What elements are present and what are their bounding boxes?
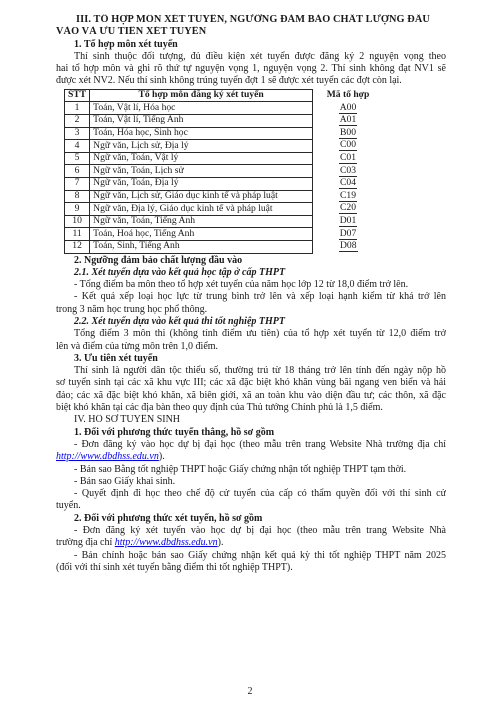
cell-stt: 4 (65, 140, 90, 153)
cell-stt: 2 (65, 114, 90, 127)
website-link[interactable]: http://www.dbdhss.edu.vn (114, 537, 218, 549)
subsection-3-title: 3. Ưu tiên xét tuyển (74, 352, 158, 364)
section-3-title-line-2: VÀO VÀ ƯU TIÊN XÉT TUYỂN (56, 26, 207, 38)
cell-stt: 6 (65, 165, 90, 178)
section-4-title: IV. HỒ SƠ TUYỂN SINH (74, 414, 181, 426)
cell-code (313, 140, 384, 153)
cell-code (313, 203, 384, 216)
table-body (65, 102, 384, 253)
page-number: 2 (247, 686, 253, 697)
code-value: A00 (339, 101, 357, 113)
code-value: C19 (340, 189, 356, 201)
link-prefix: trường địa chỉ (56, 537, 115, 549)
code-value: D08 (339, 240, 357, 252)
paragraph-line: Thí sinh thuộc đối tượng, đủ điều kiện xét tuyển được đăng ký 2 nguyện vọng theo (74, 50, 446, 62)
paragraph-line: - Đơn đăng ký xét tuyển vào học dự bị đại học (theo mẫu trên trang Website Nhà (74, 525, 446, 537)
cell-code (313, 190, 384, 203)
cell-combination: Ngữ văn, Toán, Tiếng Anh (90, 215, 313, 228)
cell-stt: 12 (65, 240, 90, 253)
table-row (65, 102, 384, 115)
paragraph-line: trong 3 năm học trung học phổ thông. (56, 303, 208, 315)
link-suffix: ). (217, 537, 224, 549)
cell-stt: 11 (65, 228, 90, 241)
paragraph-line: Tổng điểm 3 môn thi (không tính điểm ưu tiên) của tổ hợp xét tuyển từ 12,0 điểm trở (74, 328, 446, 340)
table-row (65, 127, 384, 140)
cell-code (313, 177, 384, 190)
cell-stt: 3 (65, 127, 90, 140)
cell-combination: Ngữ văn, Lịch sử, Địa lý (90, 140, 313, 153)
combination-table (64, 89, 384, 254)
table-row (65, 140, 384, 153)
cell-stt: 8 (65, 190, 90, 203)
code-value: D07 (339, 227, 357, 239)
code-value: C04 (340, 177, 356, 189)
paragraph-line-with-link (56, 451, 446, 463)
table-row (65, 215, 384, 228)
paragraph-line: biệt khó khăn tại các địa bàn theo quy định của Thủ tướng Chính phủ là 1,5 điểm. (56, 402, 383, 414)
code-value: C00 (340, 139, 356, 151)
subsection-2-2-title: 2.2. Xét tuyển dựa vào kết quả thi tốt nghiệp THPT (74, 315, 285, 327)
cell-combination: Ngữ văn, Toán, Địa lý (90, 177, 313, 190)
paragraph-line: (đối với thí sinh xét tuyển bằng điểm thi tốt nghiệp THPT). (56, 561, 293, 573)
paragraph-line: tuyển. (56, 500, 81, 512)
cell-combination: Toán, Hoá học, Tiếng Anh (90, 228, 313, 241)
cell-combination: Toán, Sinh, Tiếng Anh (90, 240, 313, 253)
website-link[interactable]: http://www.dbdhss.edu.vn (56, 451, 159, 463)
table-row (65, 240, 384, 253)
paragraph-line: đảo; các xã đặc biệt khó khăn, xã biên giới, xã an toàn khu vào diện đầu tư; các thôn, xã đặc (56, 389, 446, 401)
cell-code (313, 165, 384, 178)
table-row (65, 165, 384, 178)
cell-stt: 1 (65, 102, 90, 115)
section-4-sub-2-title: 2. Đối với phương thức xét tuyển, hồ sơ gồm (74, 512, 263, 524)
subsection-1-title: 1. Tổ hợp môn xét tuyển (74, 38, 178, 50)
subsection-2-title: 2. Ngưỡng đảm bảo chất lượng đầu vào (74, 254, 243, 266)
cell-combination: Ngữ văn, Toán, Lịch sử (90, 165, 313, 178)
header-stt: STT (65, 89, 90, 102)
cell-code (313, 240, 384, 253)
cell-stt: 7 (65, 177, 90, 190)
section-3-title-line-1: III. TỔ HỢP MÔN XÉT TUYỂN, NGƯỠNG ĐẢM BẢO CHẤT LƯỢNG ĐẦU (76, 14, 430, 25)
cell-stt: 9 (65, 203, 90, 216)
cell-code (313, 127, 384, 140)
paragraph-line: lên và điểm của từng môn trên 1,0 điểm. (56, 340, 219, 352)
cell-combination: Ngữ văn, Toán, Vật lý (90, 152, 313, 165)
table-row (65, 114, 384, 127)
table-row (65, 228, 384, 241)
link-suffix: ). (158, 451, 165, 463)
cell-stt: 5 (65, 152, 90, 165)
code-value: C20 (340, 202, 356, 214)
cell-code (313, 114, 384, 127)
paragraph-line: - Bản sao Giấy khai sinh. (74, 475, 176, 487)
code-value: C03 (340, 164, 356, 176)
table-row (65, 177, 384, 190)
paragraph-line: - Kết quả xếp loại học lực từ trung bình trở lên và xếp loại hạnh kiểm từ khá trở lên (74, 291, 446, 303)
cell-code (313, 215, 384, 228)
cell-stt: 10 (65, 215, 90, 228)
paragraph-line: hai tổ hợp môn và ghi rõ thứ tự nguyện vọng 1, nguyện vọng 2. Thí sinh không đạt NV1 sẽ (56, 63, 446, 75)
code-value: A01 (339, 114, 357, 126)
paragraph-line: - Đơn đăng ký vào học dự bị đại học (theo mẫu trên trang Website Nhà trường địa chỉ (74, 438, 446, 450)
header-code: Mã tổ hợp (326, 89, 370, 101)
subsection-2-1-title: 2.1. Xét tuyển dựa vào kết quả học tập ở cấp THPT (74, 266, 286, 278)
cell-code (313, 152, 384, 165)
paragraph-line: được xét NV2. Nếu thí sinh không trúng tuyển đợt 1 sẽ được xét tuyển các đợt còn lại. (56, 75, 402, 87)
table-header-row (65, 89, 384, 102)
code-value: C01 (340, 152, 356, 164)
paragraph-line: - Bản chính hoặc bản sao Giấy chứng nhận kết quả kỳ thi tốt nghiệp THPT năm 2025 (74, 549, 446, 561)
cell-combination: Toán, Hóa học, Sinh học (90, 127, 313, 140)
paragraph-line: sơ tuyển sinh tại các xã khu vực III; các xã đặc biệt khó khăn vùng bãi ngang ven biển và hải (56, 377, 446, 389)
header-combination: Tổ hợp môn đăng ký xét tuyển (90, 89, 313, 102)
code-value: B00 (340, 126, 356, 138)
cell-code (313, 102, 384, 115)
section-4-sub-1-title: 1. Đối với phương thức tuyển thẳng, hồ sơ gồm (74, 426, 275, 438)
cell-combination: Toán, Vật lí, Hóa học (90, 102, 313, 115)
section-3-title (56, 14, 446, 39)
table-row (65, 203, 384, 216)
code-value: D01 (339, 215, 357, 227)
cell-combination: Ngữ văn, Địa lý, Giáo dục kinh tế và pháp luật (90, 203, 313, 216)
paragraph-line: - Quyết định đi học theo chế độ cử tuyển của cấp có thẩm quyền đối với thí sinh cử (74, 488, 446, 500)
paragraph-line: - Tổng điểm ba môn theo tổ hợp xét tuyển của năm học lớp 12 từ 18,0 điểm trở lên. (74, 279, 409, 291)
table-row (65, 152, 384, 165)
subsection-1-paragraph (56, 51, 446, 88)
cell-combination: Toán, Vật lí, Tiếng Anh (90, 114, 313, 127)
paragraph-line: Thí sinh là người dân tộc thiểu số, thường trú từ 18 tháng trở lên tính đến ngày nộp hồ (74, 365, 446, 377)
table-row (65, 190, 384, 203)
cell-combination: Ngữ văn, Lịch sử, Giáo dục kinh tế và pháp luật (90, 190, 313, 203)
paragraph-line-with-link (56, 537, 446, 549)
cell-code (313, 228, 384, 241)
paragraph-line: - Bản sao Bằng tốt nghiệp THPT hoặc Giấy chứng nhận tốt nghiệp THPT tạm thời. (74, 463, 407, 475)
